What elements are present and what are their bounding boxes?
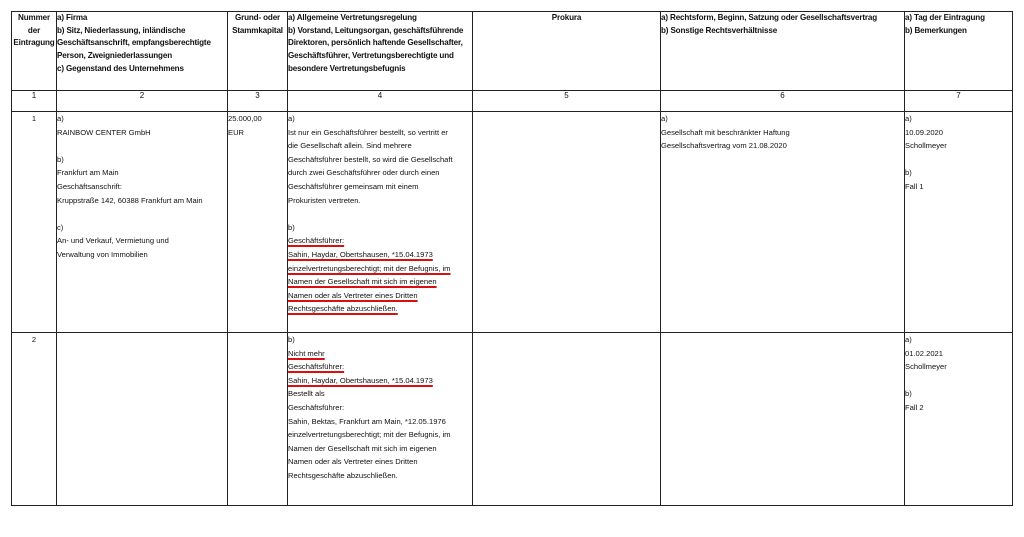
label-b: b) [288,222,295,232]
representation-rule: Prokuristen vertreten. [288,195,361,205]
header-text: b) Bemerkungen [905,25,967,35]
appointment-text: Geschäftsführer: [288,402,345,412]
appointment-text: einzelvertretungsberechtigt; mit der Befugnis, im [288,430,451,440]
director-underlined: Namen oder als Vertreter eines Dritten [288,290,418,300]
entry-number [12,333,57,506]
column-number: 2 [57,91,228,112]
director-underlined: einzelvertretungsberechtigt; mit der Befugnis, im [288,263,451,273]
header-text: c) Gegenstand des Unternehmens [57,63,184,73]
registration-date: 01.02.2021 [905,348,944,358]
column-number-row [12,91,1013,112]
remark: Fall 2 [905,402,924,412]
representation-rule: Geschäftsführer gemeinsam mit einem [288,181,419,191]
director-underlined: Sahin, Haydar, Obertshausen, *15.04.1973 [288,249,433,259]
column-number: 1 [12,91,57,112]
header-text: Geschäftsanschrift, empfangsberechtigte [57,38,211,48]
header-text: besondere Vertretungsbefugnis [288,63,406,73]
column-number: 5 [473,91,661,112]
header-text: Nummer [18,13,50,22]
entry-number-text: 2 [31,335,37,344]
prokura-cell [473,333,661,506]
legal-form: Gesellschaft mit beschränkter Haftung [661,127,790,137]
representation-cell [288,112,473,333]
entry-number [12,112,57,333]
header-prokura [473,12,661,91]
header-text: Eintragung [13,38,55,48]
registration-cell [905,112,1013,333]
column-number: 7 [905,91,1013,112]
label-b: b) [905,389,912,399]
removal-underlined: Sahin, Haydar, Obertshausen, *15.04.1973 [288,375,433,385]
header-text: Grund- oder [234,13,281,22]
register-table [11,11,1013,506]
representation-rule: Geschäftsführer bestellt, so wird die Gesellschaft [288,154,453,164]
column-number: 4 [288,91,473,112]
firma-cell [57,333,228,506]
label-a: a) [288,114,295,123]
representation-cell [288,333,473,506]
label-c: c) [57,222,64,232]
capital-cell [228,333,288,506]
appointment-text: Sahin, Bektas, Frankfurt am Main, *12.05.1976 [288,416,446,426]
label-b: b) [288,335,295,344]
representation-rule: durch zwei Geschäftsführer oder durch einen [288,168,440,178]
registration-cell [905,333,1013,506]
address-label: Geschäftsanschrift: [57,181,122,191]
director-underlined: Rechtsgeschäfte abzuschließen. [288,304,398,314]
business-address: Kruppstraße 142, 60388 Frankfurt am Main [57,195,203,205]
label-a: a) [661,114,668,123]
header-text: b) Vorstand, Leitungsorgan, geschäftsführende [288,25,464,35]
director-underlined: Geschäftsführer: [288,236,345,246]
capital-amount: 25.000,00 [228,114,262,123]
business-purpose: Verwaltung von Immobilien [57,249,148,259]
label-b: b) [57,154,64,164]
header-text: der [27,25,41,35]
header-text: b) Sitz, Niederlassung, inländische [57,25,186,35]
label-a: a) [57,114,64,123]
appointment-text: Rechtsgeschäfte abzuschließen. [288,470,398,480]
company-name: RAINBOW CENTER GmbH [57,127,151,137]
legal-form-cell [661,112,905,333]
legal-form-cell [661,333,905,506]
header-eintragung [905,12,1013,91]
firma-cell [57,112,228,333]
removal-underlined: Geschäftsführer: [288,362,345,372]
registrar-name: Schollmeyer [905,141,947,151]
header-vertretung [288,12,473,91]
header-text: b) Sonstige Rechtsverhältnisse [661,25,778,35]
header-text: Person, Zweigniederlassungen [57,51,172,61]
header-text: Geschäftsführer, Vertretungsberechtigte und [288,51,454,61]
label-b: b) [905,168,912,178]
header-text: a) Tag der Eintragung [905,13,985,22]
company-seat: Frankfurt am Main [57,168,119,178]
capital-currency: EUR [228,127,245,137]
header-text: Prokura [551,13,582,22]
header-row [12,12,1013,91]
registrar-name: Schollmeyer [905,362,947,372]
representation-rule: die Gesellschaft allein. Sind mehrere [288,141,412,151]
label-a: a) [905,335,912,344]
header-text: Stammkapital [232,25,283,35]
table-row [12,333,1013,506]
capital-cell [228,112,288,333]
header-text: Direktoren, persönlich haftende Gesellschafter, [288,38,463,48]
articles-date: Gesellschaftsvertrag vom 21.08.2020 [661,141,787,151]
header-text: a) Firma [57,13,88,22]
header-rechtsform [661,12,905,91]
appointment-text: Namen oder als Vertreter eines Dritten [288,457,418,467]
column-number: 6 [661,91,905,112]
header-text: a) Rechtsform, Beginn, Satzung oder Gesellschaftsvertrag [661,13,878,22]
director-underlined: Namen der Gesellschaft mit sich im eigenen [288,277,437,287]
representation-rule: Ist nur ein Geschäftsführer bestellt, so vertritt er [288,127,448,137]
header-kapital [228,12,288,91]
label-a: a) [905,114,912,123]
registration-date: 10.09.2020 [905,127,944,137]
header-firma [57,12,228,91]
table-row [12,112,1013,333]
appointment-text: Namen der Gesellschaft mit sich im eigenen [288,443,437,453]
prokura-cell [473,112,661,333]
header-text: a) Allgemeine Vertretungsregelung [288,13,417,22]
remark: Fall 1 [905,181,924,191]
header-nummer [12,12,57,91]
business-purpose: An- und Verkauf, Vermietung und [57,236,169,246]
column-number: 3 [228,91,288,112]
entry-number-text: 1 [31,114,37,123]
removal-underlined: Nicht mehr [288,348,325,358]
appointment-text: Bestellt als [288,389,325,399]
